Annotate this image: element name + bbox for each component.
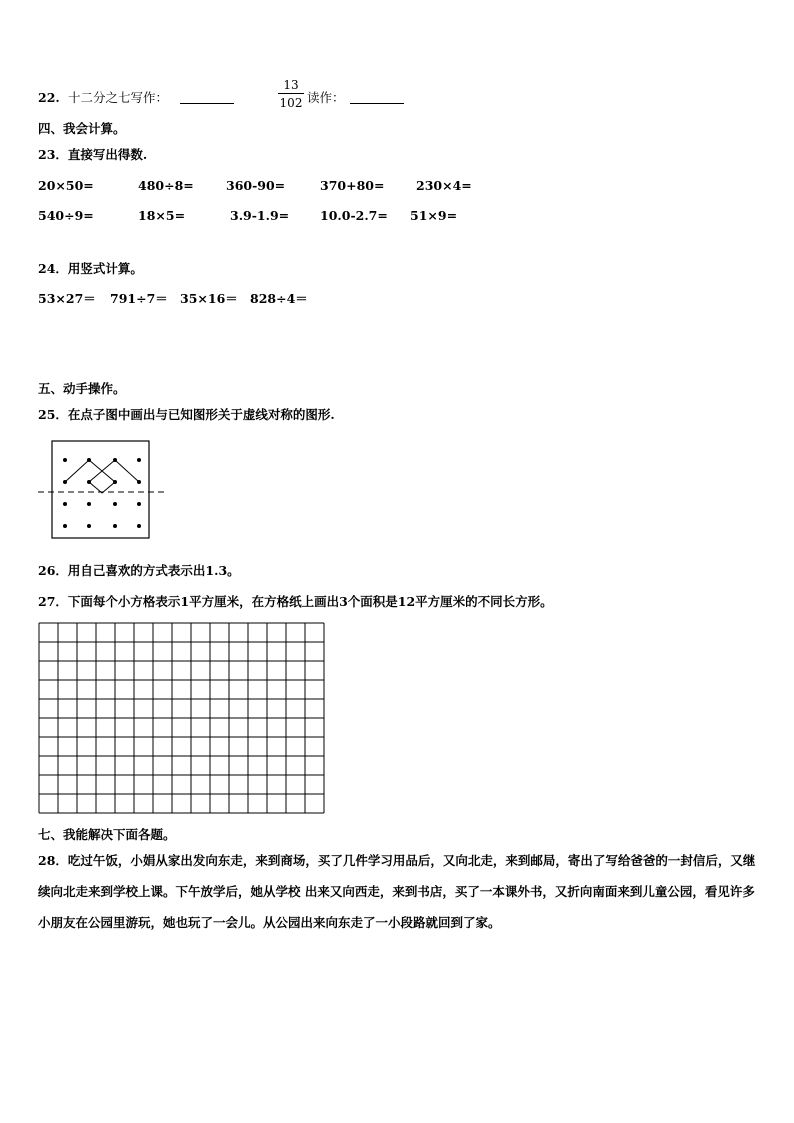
section4-title: 四、我会计算。 (38, 121, 126, 136)
q22-number: 22. (38, 90, 60, 105)
fraction-numerator: 13 (283, 78, 299, 92)
dot-grid-border (52, 441, 149, 538)
q22-part1: 十二分之七写作： (68, 90, 169, 105)
q22-answer-blank-1[interactable] (180, 91, 234, 104)
fraction-denominator: 102 (279, 96, 303, 110)
fraction-bar (278, 93, 304, 94)
q23-r1-item-3: 360-90= (226, 178, 286, 193)
q23-r2-item-3: 3.9-1.9= (230, 208, 290, 223)
q23-r1-item-2: 480÷8= (138, 178, 194, 193)
square-grid-paper[interactable] (38, 622, 328, 814)
q23-r2-item-4: 10.0-2.7= (320, 208, 388, 223)
q24-item-3: 35×16＝ (180, 291, 238, 306)
q24-title: 24．用竖式计算。 (38, 261, 143, 276)
q23-r1-item-5: 230×4= (416, 178, 472, 193)
q22-part2: 读作： (307, 90, 345, 105)
q23-r2-item-1: 540÷9= (38, 208, 94, 223)
q28-text: 28．吃过午饭，小娟从家出发向东走，来到商场，买了几件学习用品后，又向北走，来到邮局，寄出了写给爸爸的一封信后，又继续向北走来到学校上课。下午放学后，她从学校 出来又向西走，来到书店，买了一本课外书，又折向南面来到儿童公园，看见许多小朋友在公园里游玩，她也玩了一会儿。从公园出来向东走了一小段路就回到了家。 (38, 853, 756, 930)
q27-title: 27．下面每个小方格表示1平方厘米，在方格纸上画出3个面积是12平方厘米的不同长方形。 (38, 594, 553, 609)
q23-r1-item-1: 20×50= (38, 178, 94, 193)
q22-fraction (278, 78, 304, 110)
dot-grid-figure[interactable] (38, 438, 168, 543)
q25-title: 25．在点子图中画出与已知图形关于虚线对称的图形. (38, 407, 335, 422)
q23-title: 23．直接写出得数. (38, 147, 148, 162)
q22-answer-blank-2[interactable] (350, 91, 404, 104)
q23-r1-item-4: 370+80= (320, 178, 385, 193)
q24-item-1: 53×27＝ (38, 291, 96, 306)
q26-title: 26．用自己喜欢的方式表示出1.3。 (38, 563, 240, 578)
q23-r2-item-5: 51×9= (410, 208, 458, 223)
q24-item-4: 828÷4＝ (250, 291, 308, 306)
grid-lines (39, 623, 324, 813)
section7-title: 七、我能解决下面各题。 (38, 827, 176, 842)
q24-item-2: 791÷7＝ (110, 291, 168, 306)
q23-r2-item-2: 18×5= (138, 208, 186, 223)
section5-title: 五、动手操作。 (38, 381, 126, 396)
given-figure-inner (89, 471, 115, 493)
